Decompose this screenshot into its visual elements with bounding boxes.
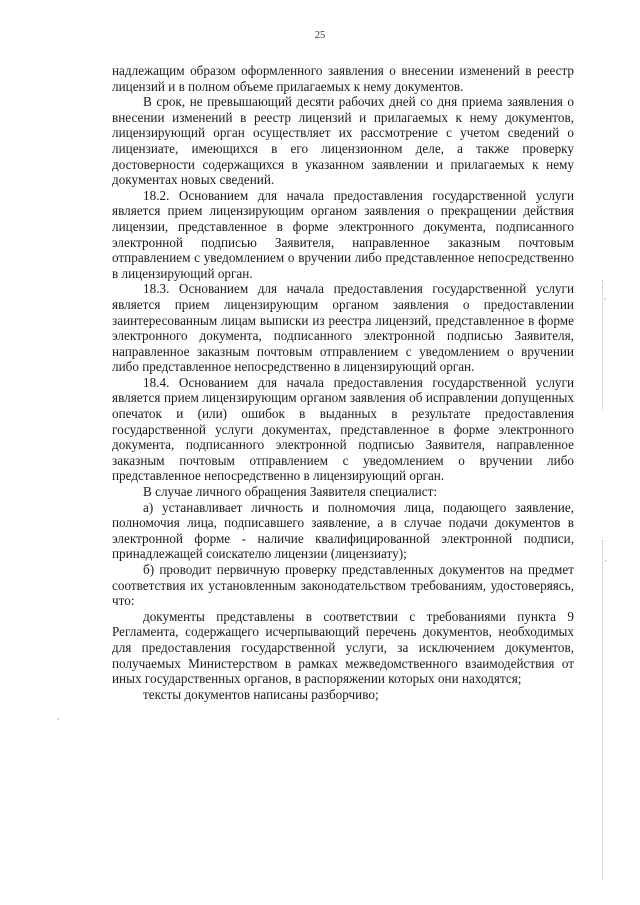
paragraph-18-2: 18.2. Основанием для начала предоставления государственной услуги является прием лицензирующим органом заявления о прекращении действия лицензии, представленное в форме электронного документа, подписанного электронной подписью Заявителя, направленное заказным почтовым отправлением с уведомлением о вручении либо представленное непосредственно в лицензирующий орган. [112, 187, 574, 281]
page-number: 25 [314, 30, 326, 41]
paragraph-continuation: надлежащим образом оформленного заявления о внесении изменений в реестр лицензий и в полном объеме прилагаемых к нему документов. [112, 63, 574, 94]
list-item-b: б) проводит первичную проверку представленных документов на предмет соответствия их установленным законодательством требованиям, удостоверяясь, что: [112, 562, 574, 609]
scan-artifact-dot [57, 718, 59, 720]
scan-artifact-dot [605, 560, 607, 562]
paragraph-review-deadline: В срок, не превышающий десяти рабочих дней со дня приема заявления о внесении изменений в реестр лицензий и прилагаемых к нему документов, лицензирующий орган осуществляет их рассмотрение с учетом сведений о лицензиате, имеющихся в его лицензионном деле, а также проверку достоверности содержащихся в указанном заявлении и прилагаемых к нему документах новых сведений. [112, 94, 574, 188]
paragraph-documents-submitted: документы представлены в соответствии с требованиями пункта 9 Регламента, содержащего исчерпывающий перечень документов, необходимых для предоставления государственной услуги, за исключением документов, получаемых Министерством в рамках межведомственного взаимодействия от иных государственных органов, в распоряжении которых они находятся; [112, 608, 574, 687]
paragraph-personal-visit: В случае личного обращения Заявителя специалист: [143, 484, 438, 500]
scan-artifact-dot [604, 298, 606, 300]
paragraph-18-3: 18.3. Основанием для начала предоставления государственной услуги является прием лицензирующим органом заявления о предоставлении заинтересованным лицам выписки из реестра лицензий, представленное в форме электронного документа, подписанного электронной подписью Заявителя, направленное заказным почтовым отправлением с уведомлением о вручении либо представленное непосредственно в лицензирующий орган. [112, 281, 574, 375]
scan-artifact-line [602, 540, 604, 880]
list-item-a: а) устанавливает личность и полномочия лица, подающего заявление, полномочия лица, подписавшего заявление, а в случае подачи документов в электронной форме - наличие квалифицированной электронной подписи, принадлежащей соискателю лицензии (лицензиату); [112, 499, 574, 562]
document-body [112, 63, 574, 702]
paragraph-legible-texts: тексты документов написаны разборчиво; [143, 686, 379, 702]
paragraph-18-4: 18.4. Основанием для начала предоставления государственной услуги является прием лицензирующим органом заявления об исправлении допущенных опечаток и (или) ошибок в выданных в результате предоставления государственной услуги документах, представленное в форме электронного документа, подписанного электронной подписью Заявителя, направленное заказным почтовым отправлением с уведомлением о вручении либо представленное непосредственно в лицензирующий орган. [112, 374, 574, 484]
